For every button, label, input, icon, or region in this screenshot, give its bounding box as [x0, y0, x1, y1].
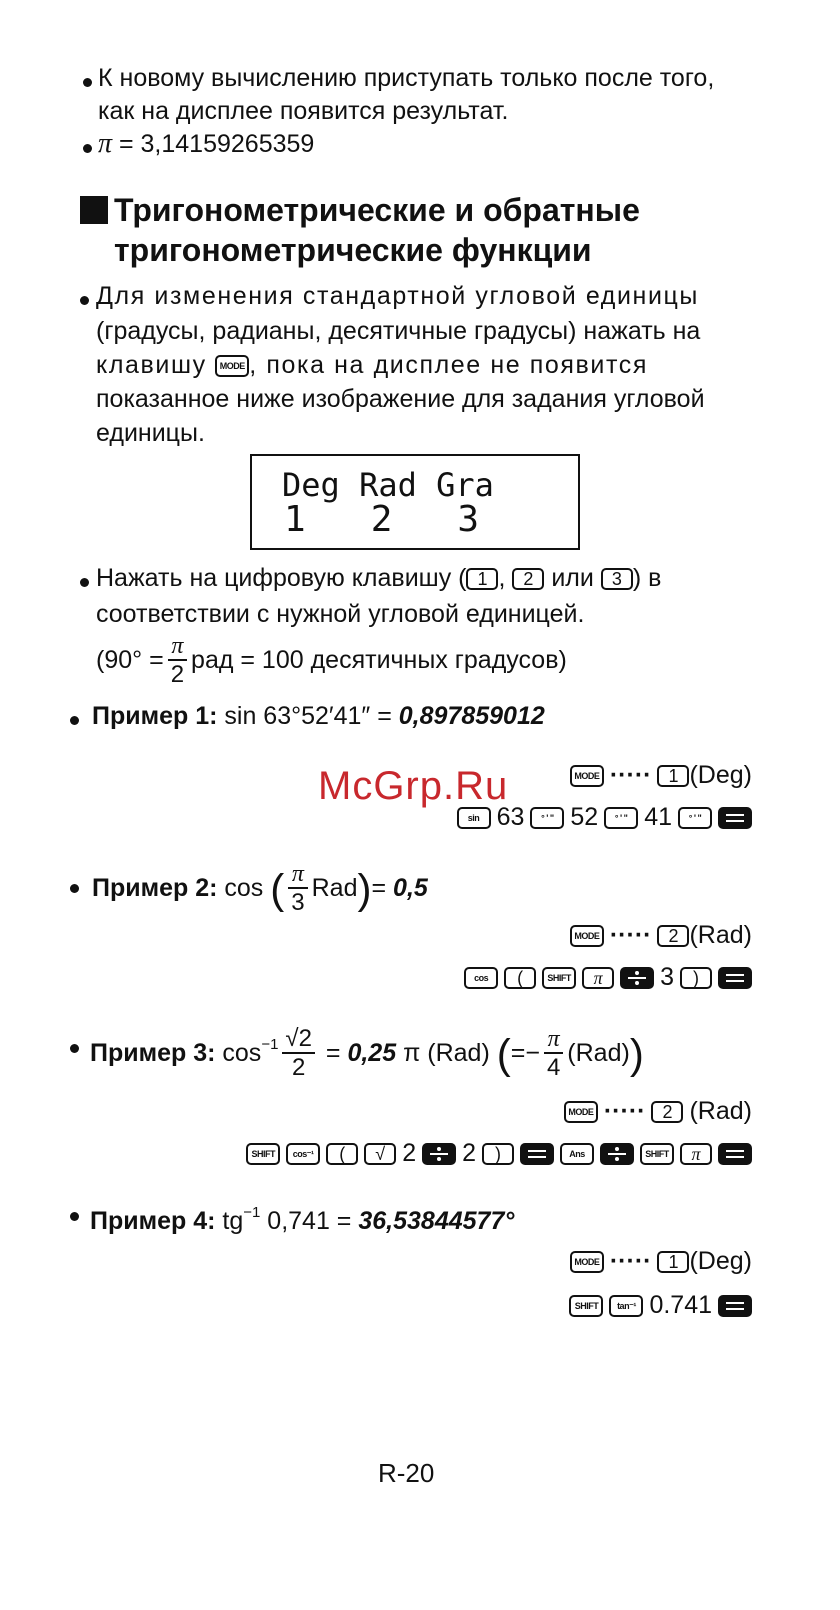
rad-text: Rad — [311, 874, 358, 902]
equals-key-icon — [520, 1143, 554, 1165]
lparen-key-icon: ( — [326, 1143, 358, 1165]
rparen-key-icon: ) — [680, 967, 712, 989]
eq2: =− — [510, 1039, 540, 1067]
dots: ····· — [609, 921, 652, 949]
section-heading-line1: Тригонометрические и обратные — [114, 192, 640, 228]
example4-keyseq-main — [563, 1288, 752, 1322]
frac-num: √2 — [285, 1025, 312, 1053]
example1-title — [92, 700, 545, 733]
example1-expr: sin 63°52′41″ = — [217, 702, 399, 730]
para2-or: или — [551, 564, 594, 592]
example2-title — [92, 858, 428, 919]
cosinv-key-icon: cos⁻¹ — [286, 1143, 320, 1165]
eq: = — [318, 1039, 348, 1067]
bullet-dot — [70, 884, 79, 893]
para1-line3-a: клавишу — [96, 351, 207, 379]
divide-key-icon — [422, 1143, 456, 1165]
example2-label: Пример 2: — [92, 874, 218, 902]
key-1-icon: 1 — [657, 765, 689, 787]
mode-key-icon: MODE — [570, 1251, 604, 1273]
para1-line3 — [96, 349, 648, 382]
pi-value: = 3,14159265359 — [112, 130, 315, 158]
num: 2 — [462, 1139, 476, 1167]
eq: = — [371, 874, 394, 902]
sqrt2-over-2-fraction — [282, 1026, 315, 1082]
dots: ····· — [609, 1247, 652, 1275]
dms-key-icon: ° ' " — [604, 807, 638, 829]
lcd-row-units: Deg Rad Gra — [282, 466, 494, 504]
example3-result: 0,25 — [347, 1039, 397, 1067]
example4-expr2: 0,741 = — [260, 1207, 359, 1235]
example4-title — [90, 1196, 514, 1238]
lparen-key-icon: ( — [504, 967, 536, 989]
ans-key-icon: Ans — [560, 1143, 594, 1165]
equals-key-icon — [718, 1295, 752, 1317]
sqrt-key-icon: √ — [364, 1143, 396, 1165]
para2-line1-b: ) в — [632, 564, 662, 592]
dms-key-icon: ° ' " — [678, 807, 712, 829]
key-1-icon: 1 — [657, 1251, 689, 1273]
equals-key-icon — [718, 807, 752, 829]
para1-line3-b: , пока на дисплее не появится — [249, 351, 649, 379]
pi-over-2-fraction — [168, 633, 187, 689]
para2-line3 — [96, 632, 567, 689]
equals-key-icon — [718, 1143, 752, 1165]
shift-key-icon: SHIFT — [246, 1143, 280, 1165]
rparen-key-icon: ) — [482, 1143, 514, 1165]
pi-over-4-fraction — [544, 1026, 563, 1082]
example3-keyseq-main — [240, 1136, 752, 1170]
section-heading-line2: тригонометрические функции — [114, 232, 592, 268]
num: 52 — [570, 803, 599, 831]
num: 0.741 — [649, 1291, 712, 1319]
example4-expr: tg — [215, 1207, 244, 1235]
bullet-text-line2: как на дисплее появится результат. — [98, 97, 509, 125]
key-3-icon: 3 — [601, 568, 633, 590]
example4-result: 36,53844577° — [358, 1207, 515, 1235]
example1-keyseq-mode — [564, 758, 752, 792]
para2-line2: соответствии с нужной угловой единицей. — [96, 600, 585, 628]
sup: −1 — [243, 1204, 261, 1221]
mode-suffix: (Rad) — [689, 1097, 752, 1125]
bullet-dot — [70, 1212, 79, 1221]
frac-den: 2 — [168, 659, 187, 689]
frac-den: 2 — [282, 1052, 315, 1082]
bullet-dot — [80, 296, 89, 305]
example2-expr: cos — [217, 874, 264, 902]
taninv-key-icon: tan⁻¹ — [609, 1295, 643, 1317]
para1-line4: показанное ниже изображение для задания угловой — [96, 385, 705, 413]
paren-left: ( — [270, 865, 285, 913]
bullet-dot — [83, 78, 92, 87]
frac-den: 4 — [544, 1052, 563, 1082]
paren-right: ) — [629, 1030, 644, 1078]
mode-suffix: (Deg) — [689, 761, 752, 789]
mode-key-icon: MODE — [570, 925, 604, 947]
frac-den: 3 — [288, 887, 307, 917]
example3-expr: cos — [215, 1039, 262, 1067]
example1-label: Пример 1: — [92, 702, 218, 730]
example1-keyseq-main — [451, 800, 752, 834]
para1-line2: (градусы, радианы, десятичные градусы) нажать на — [96, 317, 701, 345]
page-number: R-20 — [378, 1458, 435, 1488]
lcd-display — [250, 454, 580, 550]
pi-key-icon: π — [582, 967, 614, 989]
shift-key-icon: SHIFT — [542, 967, 576, 989]
sup: −1 — [261, 1036, 279, 1053]
bullet-dot — [83, 144, 92, 153]
shift-key-icon: SHIFT — [569, 1295, 603, 1317]
example2-keyseq-main — [458, 960, 752, 994]
divide-key-icon — [620, 967, 654, 989]
example4-keyseq-mode — [564, 1244, 752, 1278]
para2-line1-a: Нажать на цифровую клавишу ( — [96, 564, 467, 592]
example3-label: Пример 3: — [90, 1039, 216, 1067]
equals-key-icon — [718, 967, 752, 989]
mode-key-icon: MODE — [570, 765, 604, 787]
key-1-icon: 1 — [466, 568, 498, 590]
divide-key-icon — [600, 1143, 634, 1165]
para2-line1 — [96, 562, 661, 595]
bullet-dot — [70, 1044, 79, 1053]
watermark-logo: McGrp.Ru — [318, 764, 509, 808]
key-2-icon: 2 — [657, 925, 689, 947]
frac-num: π — [171, 633, 184, 660]
bullet-text-line1: К новому вычислению приступать только после того, — [98, 64, 715, 92]
pi-rad: π (Rad) — [396, 1039, 497, 1067]
example4-label: Пример 4: — [90, 1207, 216, 1235]
pi-key-icon: π — [680, 1143, 712, 1165]
pi-symbol: π — [98, 128, 113, 159]
mode-key-icon: MODE — [564, 1101, 598, 1123]
paren-right: ) — [357, 865, 372, 913]
num: 41 — [644, 803, 672, 831]
heading-square-icon — [80, 196, 108, 224]
para1-line1: Для изменения стандартной угловой единицы — [96, 282, 700, 310]
mode-suffix: (Rad) — [689, 921, 752, 949]
para2-line3-b: рад = 100 десятичных градусов) — [191, 646, 567, 674]
example2-result: 0,5 — [393, 874, 428, 902]
dots: ····· — [609, 761, 652, 789]
sin-key-icon: sin — [457, 807, 491, 829]
dms-key-icon: ° ' " — [530, 807, 564, 829]
example3-keyseq-mode — [558, 1094, 752, 1128]
example3-title — [90, 1012, 644, 1087]
para2-comma: , — [498, 564, 506, 592]
dots: ····· — [603, 1097, 646, 1125]
num: 63 — [496, 803, 525, 831]
example2-keyseq-mode — [564, 918, 752, 952]
mode-suffix: (Deg) — [689, 1247, 752, 1275]
paren-left: ( — [496, 1030, 511, 1078]
shift-key-icon: SHIFT — [640, 1143, 674, 1165]
rad2: (Rad) — [567, 1039, 630, 1067]
key-2-icon: 2 — [512, 568, 544, 590]
pi-over-3-fraction — [288, 861, 307, 917]
frac-num: π — [291, 861, 304, 888]
bullet-dot — [70, 716, 79, 725]
para1-line5: единицы. — [96, 419, 205, 447]
pi-value-line — [98, 127, 314, 161]
bullet-dot — [80, 578, 89, 587]
cos-key-icon: cos — [464, 967, 498, 989]
num: 3 — [660, 963, 674, 991]
frac-num: π — [547, 1026, 560, 1053]
num: 2 — [402, 1139, 417, 1167]
key-2-icon: 2 — [651, 1101, 683, 1123]
mode-key-icon: MODE — [215, 355, 249, 377]
lcd-row-numbers: 1 2 3 — [284, 499, 480, 540]
para2-line3-a: (90° = — [96, 646, 164, 674]
example1-result: 0,897859012 — [398, 702, 545, 730]
